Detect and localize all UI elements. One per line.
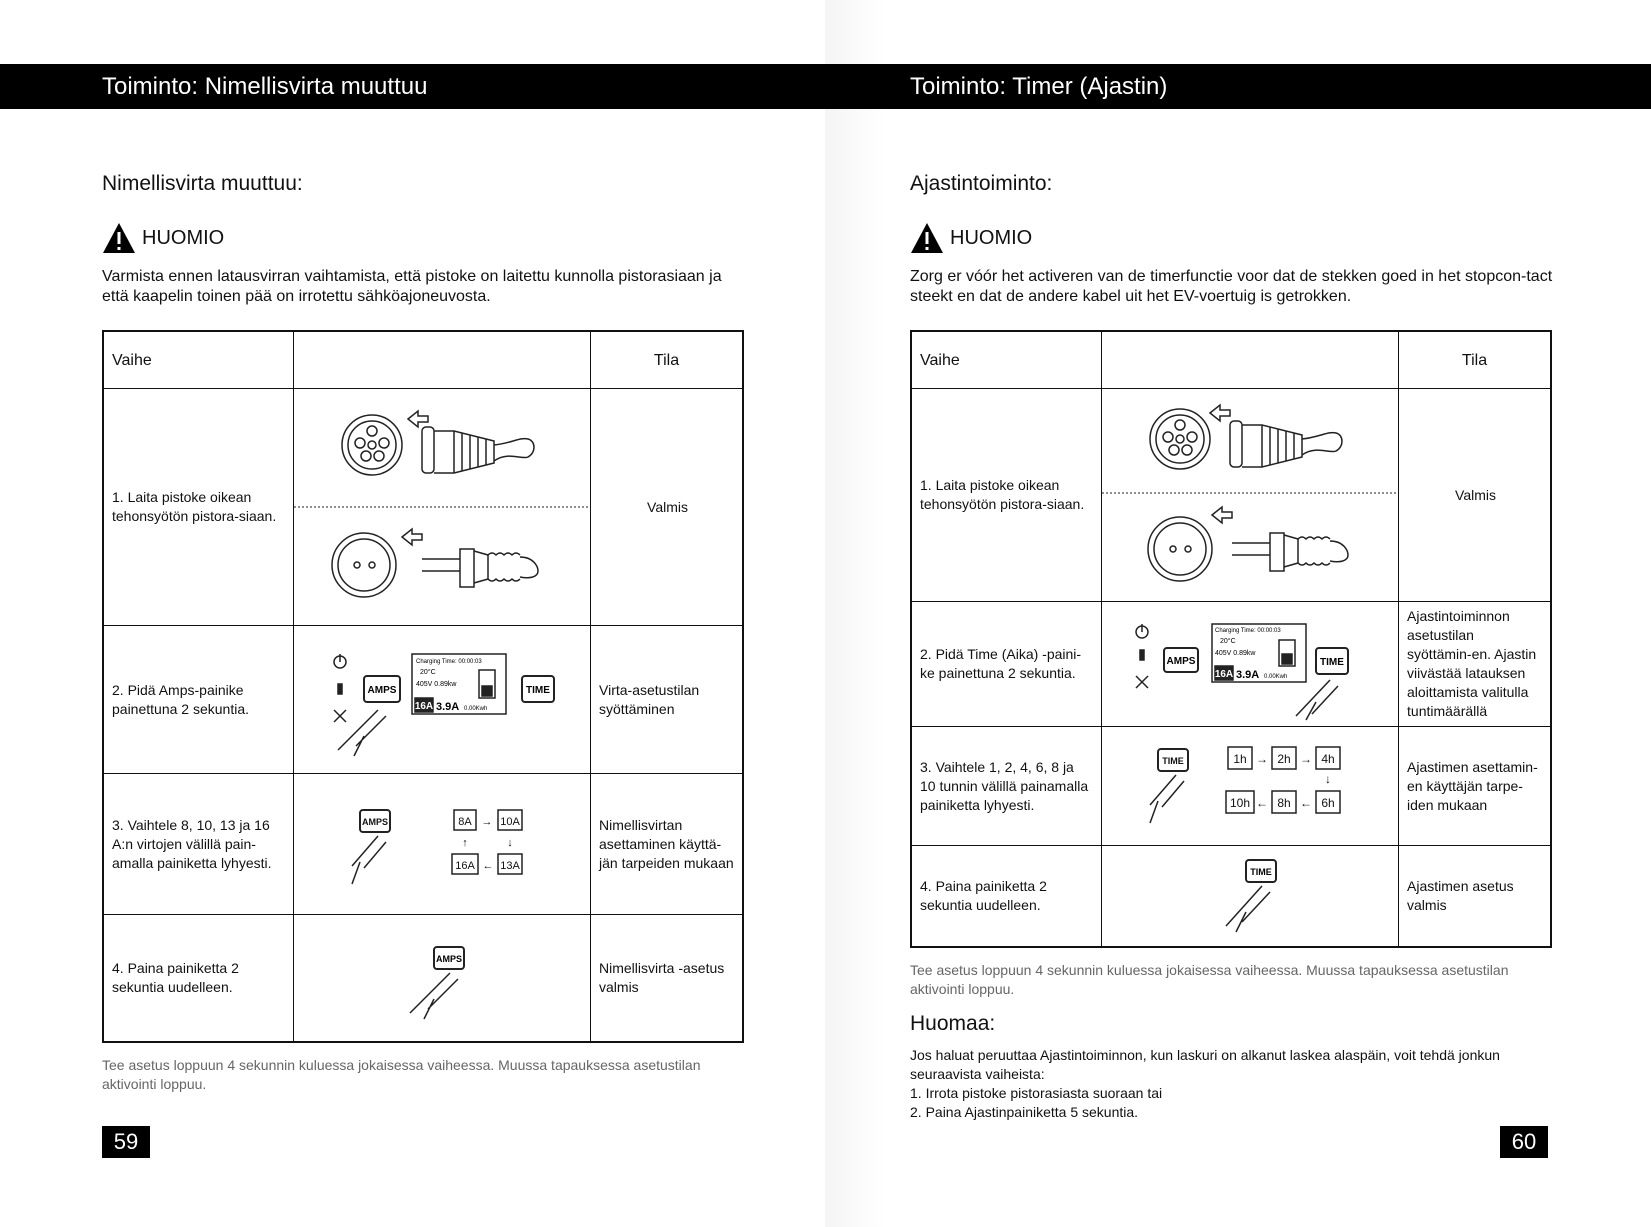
note-intro: Jos haluat peruuttaa Ajastintoiminnon, kun laskuri on alkanut laskea alaspäin, voit tehdä jonkun seuraavista vaiheista: (910, 1047, 1500, 1082)
table-row (911, 389, 1551, 602)
amps-press-diagram (294, 915, 590, 1041)
footnote: Tee asetus loppuun 4 sekunnin kuluessa jokaisessa vaiheessa. Muussa tapauksessa asetustilan aktivointi loppuu. (102, 1057, 701, 1092)
svg-text:↓: ↓ (1325, 772, 1332, 786)
header-step: Vaihe (103, 331, 294, 389)
amps-button-label: AMPS (367, 685, 397, 696)
amps-button-label: AMPS (362, 817, 389, 827)
state-text: Virta-asetustilan syöttäminen (591, 626, 743, 774)
time-button-label: TIME (1162, 756, 1184, 766)
table-row (911, 727, 1551, 846)
header-state: Tila (1399, 331, 1551, 389)
hours-option: 2h (1277, 752, 1291, 766)
steps-table (102, 330, 744, 1043)
table-row (103, 389, 743, 626)
step-text: 2. Pidä Amps-painike painettuna 2 sekuntia. (103, 626, 294, 774)
header-state: Tila (591, 331, 743, 389)
warning-triangle-icon (102, 222, 136, 254)
note-body (910, 1046, 1550, 1122)
amps-press-illustration (294, 915, 591, 1043)
lcd-current: 3.9A (1236, 669, 1260, 681)
lcd-current: 3.9A (436, 701, 460, 713)
footnote: Tee asetus loppuun 4 sekunnin kuluessa jokaisessa vaiheessa. Muussa tapauksessa asetustilan aktivointi loppuu. (910, 962, 1509, 997)
header-figure (1102, 331, 1399, 389)
warning-text: Zorg er vóór het activeren van de timerfunctie voor dat de stekken goed in het stopcon-tact steekt en dat de andere kabel uit het EV-voertuig is getrokken. (910, 268, 1553, 305)
section-subheading: Nimellisvirta muuttuu: (102, 172, 303, 195)
step-text: 4. Paina painiketta 2 sekuntia uudelleen. (103, 915, 294, 1043)
hours-option: 8h (1277, 796, 1291, 810)
hours-option: 10h (1230, 796, 1251, 810)
svg-text:↑: ↑ (462, 837, 468, 849)
svg-text:←: ← (1300, 796, 1313, 810)
step-text: 2. Pidä Time (Aika) -paini-ke painettuna 2 sekuntia. (911, 602, 1102, 727)
warning-heading (102, 222, 224, 254)
lcd-energy: 0.00Kwh (464, 706, 488, 712)
page-banner: Toiminto: Timer (Ajastin) (825, 64, 1651, 109)
hours-option: 4h (1321, 752, 1335, 766)
state-text: Ajastintoiminnon asetustilan syöttämin-en. Ajastin viivästää latauksen aloittamista valitulla tuntimäärällä (1399, 602, 1551, 727)
lcd-voltage-power: 405V 0.89kw (416, 681, 457, 688)
amps-option: 8A (458, 816, 472, 828)
lcd-temperature: 20°C (1220, 638, 1236, 645)
section-subheading: Ajastintoiminto: (910, 172, 1053, 195)
time-button-label: TIME (1250, 867, 1272, 877)
lcd-voltage-power: 405V 0.89kw (1215, 650, 1256, 657)
table-row (103, 774, 743, 915)
warning-text: Varmista ennen latausvirran vaihtamista, että pistoke on laitettu kunnolla pistorasiaan ja että kaapelin toinen pää on irrotettu sähköajoneuvosta. (102, 268, 722, 305)
svg-text:←: ← (482, 860, 494, 872)
control-panel-illustration (294, 626, 591, 774)
page-number: 60 (1500, 1126, 1548, 1158)
state-text: Nimellisvirta -asetus valmis (591, 915, 743, 1043)
amps-option: 10A (500, 816, 520, 828)
amps-button-label: AMPS (436, 954, 463, 964)
header-figure (294, 331, 591, 389)
amps-option: 16A (455, 860, 475, 872)
warning-label: HUOMIO (142, 226, 225, 249)
time-button-label: TIME (526, 685, 551, 696)
state-text: Ajastimen asettamin-en käyttäjän tarpe-iden mukaan (1399, 727, 1551, 846)
svg-text:↓: ↓ (507, 837, 513, 849)
step-text: 3. Vaihtele 1, 2, 4, 6, 8 ja 10 tunnin välillä painamalla painiketta lyhyesti. (911, 727, 1102, 846)
svg-text:←: ← (1256, 796, 1269, 810)
svg-text:→: → (1300, 752, 1313, 766)
time-press-illustration (1102, 846, 1399, 948)
warning-heading (910, 222, 1032, 254)
page-number: 59 (102, 1126, 150, 1158)
amps-cycle-illustration (294, 774, 591, 915)
lcd-energy: 0.00Kwh (1264, 674, 1288, 680)
warning-triangle-icon (910, 222, 944, 254)
socket-plug-diagram (294, 389, 590, 625)
svg-text:→: → (1256, 752, 1269, 766)
time-button-label: TIME (1320, 657, 1345, 668)
hours-cycle-diagram (1102, 727, 1398, 845)
table-row (911, 602, 1551, 727)
svg-text:→: → (481, 816, 493, 828)
hours-option: 6h (1321, 796, 1335, 810)
lcd-rated-amps: 16A (1214, 669, 1234, 680)
warning-label: HUOMIO (950, 226, 1033, 249)
step-text: 3. Vaihtele 8, 10, 13 ja 16 A:n virtojen välillä pain-amalla painiketta lyhyesti. (103, 774, 294, 915)
hours-option: 1h (1233, 752, 1247, 766)
step-text: 1. Laita pistoke oikean tehonsyötön pistora-siaan. (103, 389, 294, 626)
plug-illustration (294, 389, 591, 626)
plug-illustration (1102, 389, 1399, 602)
steps-table (910, 330, 1552, 948)
amps-button-label: AMPS (1166, 656, 1196, 667)
amps-option: 13A (500, 860, 520, 872)
step-text: 4. Paina painiketta 2 sekuntia uudelleen. (911, 846, 1102, 948)
control-panel-illustration (1102, 602, 1399, 727)
state-text: Valmis (591, 389, 743, 626)
lcd-rated-amps: 16A (414, 701, 434, 712)
state-text: Ajastimen asetus valmis (1399, 846, 1551, 948)
table-row (103, 915, 743, 1043)
lcd-charging-time: Charging Time: 00:00:03 (1215, 628, 1281, 634)
lcd-temperature: 20°C (420, 669, 436, 676)
control-panel-diagram (1102, 602, 1398, 726)
page-right (825, 0, 1651, 1227)
socket-plug-diagram (1102, 389, 1398, 601)
time-press-diagram (1102, 846, 1398, 946)
amps-cycle-diagram (294, 774, 590, 914)
header-step: Vaihe (911, 331, 1102, 389)
table-row (103, 626, 743, 774)
page-left (0, 0, 825, 1227)
hours-cycle-illustration (1102, 727, 1399, 846)
control-panel-diagram (294, 626, 590, 773)
state-text: Nimellisvirtan asettaminen käyttä-jän tarpeiden mukaan (591, 774, 743, 915)
state-text: Valmis (1399, 389, 1551, 602)
table-row (911, 846, 1551, 948)
note-item: 2. Paina Ajastinpainiketta 5 sekuntia. (910, 1104, 1139, 1120)
note-title: Huomaa: (910, 1012, 996, 1035)
page-banner: Toiminto: Nimellisvirta muuttuu (0, 64, 825, 109)
note-item: 1. Irrota pistoke pistorasiasta suoraan tai (910, 1085, 1163, 1101)
lcd-charging-time: Charging Time: 00:00:03 (416, 659, 482, 665)
step-text: 1. Laita pistoke oikean tehonsyötön pistora-siaan. (911, 389, 1102, 602)
